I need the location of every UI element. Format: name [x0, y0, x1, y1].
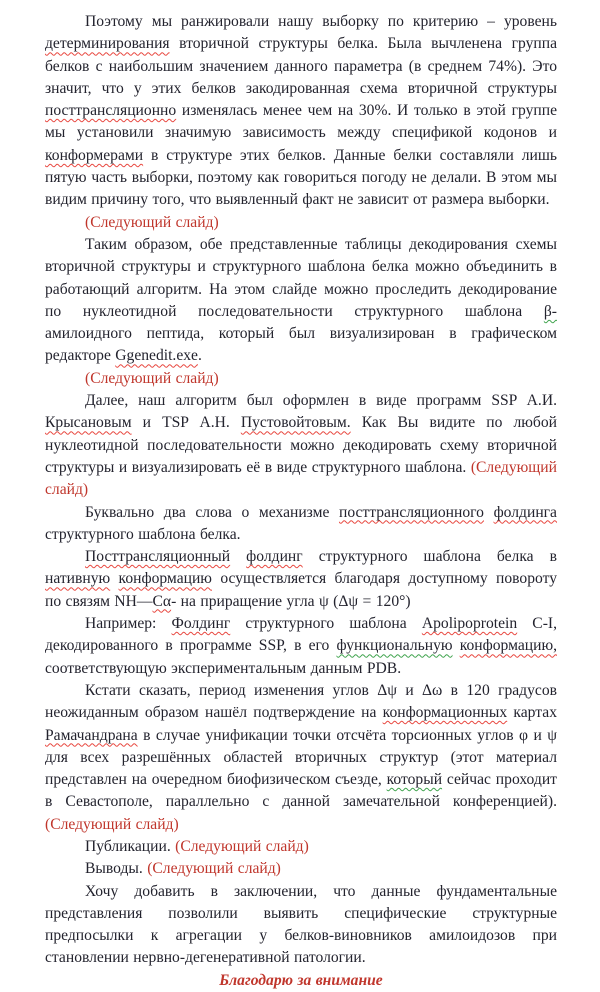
slide-cue-note: (Следующий слайд) [45, 815, 179, 833]
closing-paragraph [45, 970, 557, 992]
slide-cue-note: (Следующий слайд) [85, 369, 219, 387]
text-run: в случае унификации точки отсчёта торсионных углов φ и ψ для всех разрешённых областей вторичных структур (этот материал представлен на очередном биофизическом съезде, [45, 726, 557, 789]
text-run: Далее, наш алгоритм был оформлен в виде программ SSP А.И. [85, 392, 557, 410]
text-run: вторичной структуры белка. Была вычленена группа белков с наибольшим значением данного параметра (в среднем 74%). Это значит, что у этих белков закодированная схема вторичной структуры [45, 35, 557, 97]
paragraph [45, 836, 557, 858]
text-run: Кстати сказать, период изменения углов Δψ и Δω в 120 градусов неожиданным образом нашёл подтверждение на [45, 681, 557, 722]
slide-cue-note: (Следующий слайд) [85, 213, 219, 231]
text-run: Таким образом, обе представленные таблицы декодирования схемы вторичной структуры и структурного шаблона белка можно объединить в работающий алгоритм. На этом слайде можно проследить декодирование по нуклеотидной последовательности структурного шаблона [45, 235, 557, 320]
paragraph [45, 390, 557, 501]
paragraph [45, 11, 557, 212]
text-run: сейчас проходит в Севастополе, параллельно с данной замечательной конференцией). [45, 771, 557, 811]
spellcheck-underlined-word: конформацию [118, 570, 212, 588]
paragraph [45, 546, 557, 613]
text-run: Буквально два слова о механизме [85, 503, 339, 521]
spellcheck-underlined-word: посттрансляционно [45, 102, 177, 120]
paragraph [45, 680, 557, 836]
paragraph [45, 212, 557, 234]
slide-cue-note: (Следующий слайд) [45, 458, 557, 499]
spellcheck-underlined-word: посттрансляционного [338, 503, 484, 521]
spellcheck-underlined-word: конформерами [45, 146, 144, 164]
text-run: в структуре этих белков. Данные белки составляли лишь пятую часть выборки, поэтому как говориться погоду не делали. В этом мы видим причину того, что выявленный факт не зависит от размера выборки. [45, 146, 557, 209]
spellcheck-underlined-word: Фолдинг [171, 615, 231, 633]
paragraph [45, 881, 557, 970]
text-run: - на приращение угла ψ (Δψ = 120°) [171, 592, 411, 610]
text-run [230, 548, 246, 565]
slide-cue-note: (Следующий слайд) [147, 860, 281, 878]
spellcheck-underlined-word: Рамачандрана [45, 726, 138, 744]
paragraph [45, 502, 557, 547]
spellcheck-underlined-word: Apolipoprotein [421, 615, 518, 633]
text-run: . [197, 347, 202, 365]
spellcheck-underlined-word: фолдинг [246, 548, 303, 566]
spellcheck-underlined-word: конформационных [382, 704, 508, 722]
spellcheck-underlined-word: детерминирования [45, 35, 170, 53]
text-run: C-I, декодированного в программе SSP, в его [45, 615, 557, 655]
text-run: структурного шаблона белка. [45, 525, 241, 543]
slide-cue-note: (Следующий слайд) [175, 837, 309, 855]
paragraph [45, 234, 557, 368]
grammar-underlined-word: функциональную [336, 637, 453, 655]
text-run: и TSP А.Н. [131, 414, 241, 432]
spellcheck-underlined-word: Ggenedit.exe [115, 347, 198, 365]
text-run: Поэтому мы ранжировали нашу выборку по критерию – уровень [85, 13, 557, 30]
text-run: амилоидного пептида, который был визуализирован в графическом редакторе [45, 325, 557, 365]
spellcheck-underlined-word: фолдинга [493, 503, 557, 521]
grammar-underlined-word: β- [543, 302, 557, 320]
text-run: Выводы. [85, 860, 148, 878]
closing-line: Благодарю за внимание [219, 971, 383, 989]
text-run: соответствующую экспериментальным данным PDB. [45, 659, 402, 677]
paragraph [45, 858, 557, 880]
spellcheck-underlined-word: конформацию, [459, 637, 557, 655]
text-run: изменялась менее чем на 30%. И только в этой группе мы установили значимую зависимость между спецификой кодонов и [45, 102, 557, 142]
text-run: Например: [85, 615, 172, 633]
text-run: Как Вы видите по любой нуклеотидной последовательности можно декодировать схему вторичной структуры и визуализировать её в виде структурного шаблона. [45, 414, 557, 476]
text-run [453, 637, 460, 654]
grammar-underlined-word: который [386, 771, 443, 789]
text-run: картах [507, 704, 557, 722]
text-run: осуществляется благодаря доступному повороту по связям NH— [45, 570, 557, 610]
paragraph [45, 368, 557, 390]
text-run [484, 504, 494, 521]
text-run: структурного шаблона [230, 615, 422, 633]
spellcheck-underlined-word: Пустовойтовым. [240, 414, 351, 432]
text-run: Публикации. [85, 837, 176, 855]
spellcheck-underlined-word: Крысановым [45, 414, 132, 432]
text-run [110, 570, 118, 587]
spellcheck-underlined-word: Посттрансляционный [85, 548, 231, 566]
spellcheck-underlined-word: Cα [152, 592, 172, 610]
paragraph [45, 613, 557, 680]
text-run: Хочу добавить в заключении, что данные фундаментальные представления позволили выявить специфические структурные предпосылки к агрегации у белков-виновников амилоидозов при становлении нервно-дегенеративной патологии. [45, 882, 557, 967]
spellcheck-underlined-word: нативную [45, 570, 111, 588]
text-run: структурного шаблона белка в [302, 548, 557, 566]
document-body [45, 11, 557, 992]
